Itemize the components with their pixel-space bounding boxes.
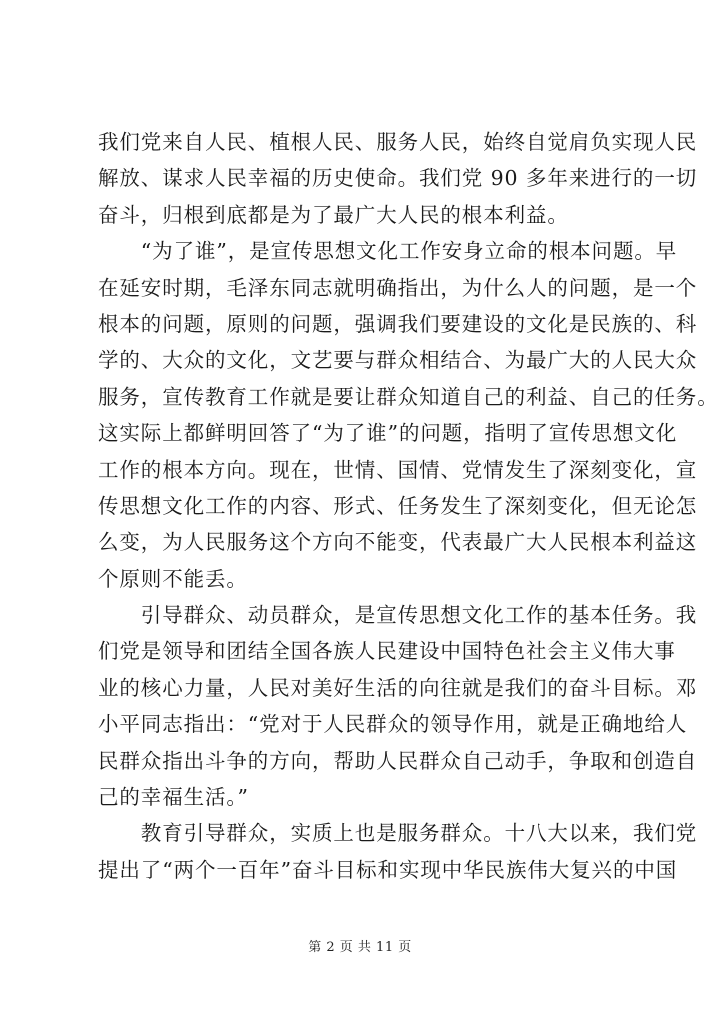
text-line: 学的、大众的文化，文艺要与群众相结合、为最广大的人民大众 (98, 348, 698, 373)
text-line: 们党是领导和团结全国各族人民建设中国特色社会主义伟大事 (98, 639, 676, 664)
text-line: 传思想文化工作的内容、形式、任务发生了深刻变化，但无论怎 (98, 493, 698, 518)
text-line: 提出了“两个一百年”奋斗目标和实现中华民族伟大复兴的中国 (98, 857, 678, 882)
text-line: 服务，宣传教育工作就是要让群众知道自己的利益、自己的任务。 (98, 384, 719, 409)
text-line: 教育引导群众，实质上也是服务群众。十八大以来，我们党 (98, 821, 698, 846)
text-line: 己的幸福生活。” (98, 785, 249, 810)
text-line: 个原则不能丢。 (98, 566, 248, 591)
text-line: 小平同志指出：“党对于人民群众的领导作用，就是正确地给人 (98, 712, 688, 737)
text-line: 奋斗，归根到底都是为了最广大人民的根本利益。 (98, 202, 569, 227)
text-line: 在延安时期，毛泽东同志就明确指出，为什么人的问题，是一个 (98, 275, 698, 300)
text-line: 工作的根本方向。现在，世情、国情、党情发生了深刻变化，宣 (98, 457, 698, 482)
text-line: 我们党来自人民、植根人民、服务人民，始终自觉肩负实现人民 (98, 130, 698, 154)
page-footer (0, 936, 720, 955)
text-line: 民群众指出斗争的方向，帮助人民群众自己动手，争取和创造自 (98, 748, 698, 773)
text-line: 引导群众、动员群众，是宣传思想文化工作的基本任务。我 (98, 603, 698, 628)
text-line: 么变，为人民服务这个方向不能变，代表最广大人民根本利益这 (98, 530, 698, 555)
text-line: 根本的问题，原则的问题，强调我们要建设的文化是民族的、科 (98, 311, 698, 336)
page-number-label: 第 2 页 共 11 页 (308, 940, 412, 955)
text-line: 业的核心力量，人民对美好生活的向往就是我们的奋斗目标。邓 (98, 675, 698, 700)
body-text (98, 124, 719, 888)
text-line: 这实际上都鲜明回答了“为了谁”的问题，指明了宣传思想文化 (98, 421, 678, 446)
text-line: 解放、谋求人民幸福的历史使命。我们党 90 多年来进行的一切 (98, 166, 698, 191)
text-line: “为了谁”，是宣传思想文化工作安身立命的根本问题。早 (98, 239, 678, 264)
